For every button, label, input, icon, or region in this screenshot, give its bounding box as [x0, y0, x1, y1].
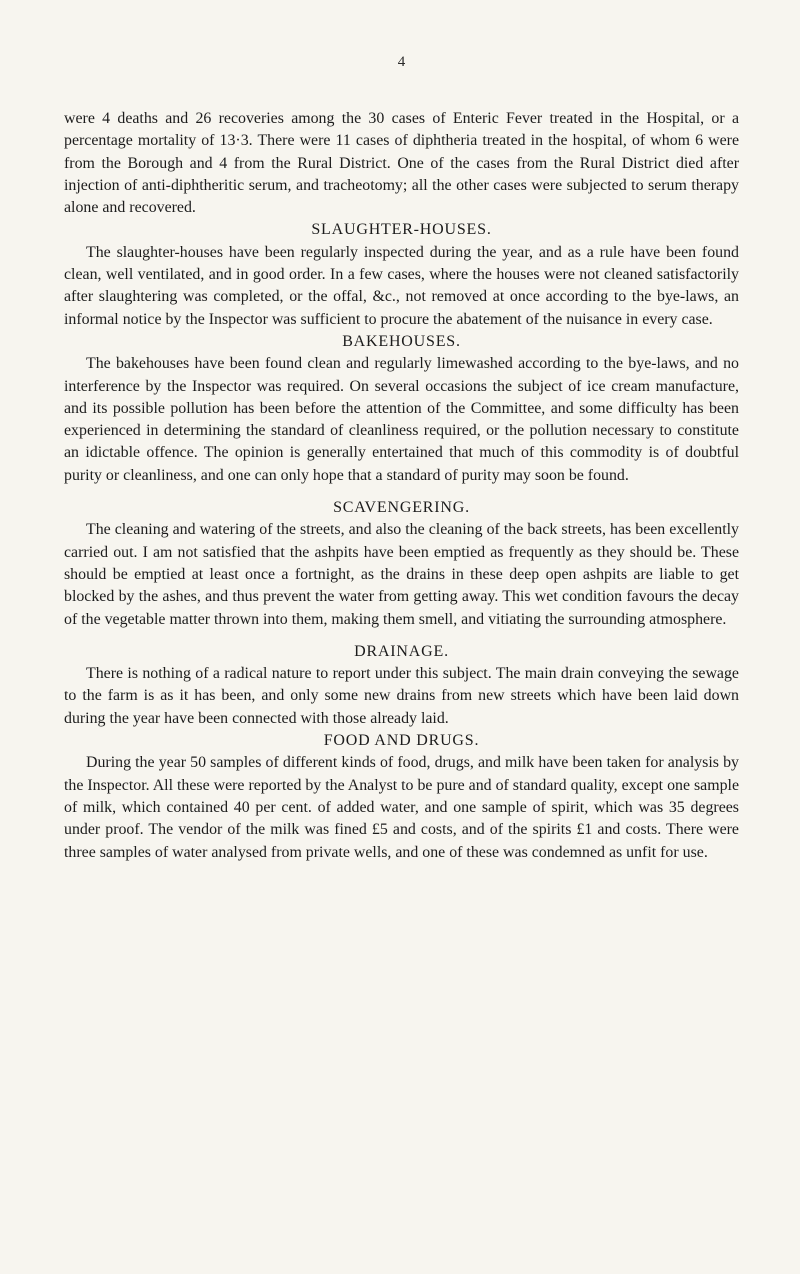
document-page [64, 52, 739, 864]
paragraph-food-and-drugs: During the year 50 samples of different kinds of food, drugs, and milk have been taken for analysis by the Inspector. All these were reported by the Analyst to be pure and of standard quality, except one sample of milk, which contained 40 per cent. of added water, and one sample of spirit, which was 35 degrees under proof. The vendor of the milk was fined £5 and costs, and of the spirits £1 and costs. There were three samples of water analysed from private wells, and one of these was condemned as unfit for use. [64, 754, 739, 861]
paragraph-bakehouses: The bakehouses have been found clean and regularly limewashed according to the bye-laws, and no interference by the Inspector was required. On several occasions the subject of ice cream manufacture, and its possible pollution has been before the attention of the Committee, and some difficulty has been experienced in determining the standard of cleanliness required, or the pollution necessary to constitute an idictable offence. The opinion is generally entertained that much of this commodity is of doubtful purity or cleanliness, and one can only hope that a standard of purity may soon be found. [64, 355, 739, 484]
paragraph-drainage: There is nothing of a radical nature to report under this subject. The main drain conveying the sewage to the farm is as it has been, and only some new drains from new streets which have been laid down during the year have been connected with those already laid. [64, 665, 739, 727]
heading-slaughter-houses: SLAUGHTER-HOUSES. [311, 221, 492, 239]
heading-drainage: DRAINAGE. [354, 642, 449, 660]
paragraph-slaughter-houses: The slaughter-houses have been regularly inspected during the year, and as a rule have been found clean, well ventilated, and in good order. In a few cases, where the houses were not cleaned satisfactorily after slaughtering was completed, or the offal, &c., not removed at once according to the bye-laws, an informal notice by the Inspector was sufficient to procure the abatement of the nuisance in every case. [64, 243, 739, 328]
intro-paragraph: were 4 deaths and 26 recoveries among the 30 cases of Enteric Fever treated in the Hospital, or a percentage mortality of 13·3. There were 11 cases of diphtheria treated in the hospital, of whom 6 were from the Borough and 4 from the Rural District. One of the cases from the Rural District died after injection of anti-diphtheritic serum, and tracheotomy; all the other cases were subjected to serum therapy alone and recovered. [64, 110, 739, 217]
heading-scavengering: SCAVENGERING. [333, 499, 470, 517]
heading-bakehouses: BAKEHOUSES. [342, 332, 461, 350]
heading-food-and-drugs: FOOD AND DRUGS. [323, 732, 480, 750]
paragraph-scavengering: The cleaning and watering of the streets, and also the cleaning of the back streets, has been excellently carried out. I am not satisfied that the ashpits have been emptied as frequently as they should be. These should be emptied at least once a fortnight, as the drains in these deep open ashpits are liable to get blocked by the ashes, and thus prevent the water from getting away. This wet condition favours the decay of the vegetable matter thrown into them, making them smell, and vitiating the surrounding atmosphere. [64, 521, 739, 628]
page-number: 4 [397, 54, 406, 70]
